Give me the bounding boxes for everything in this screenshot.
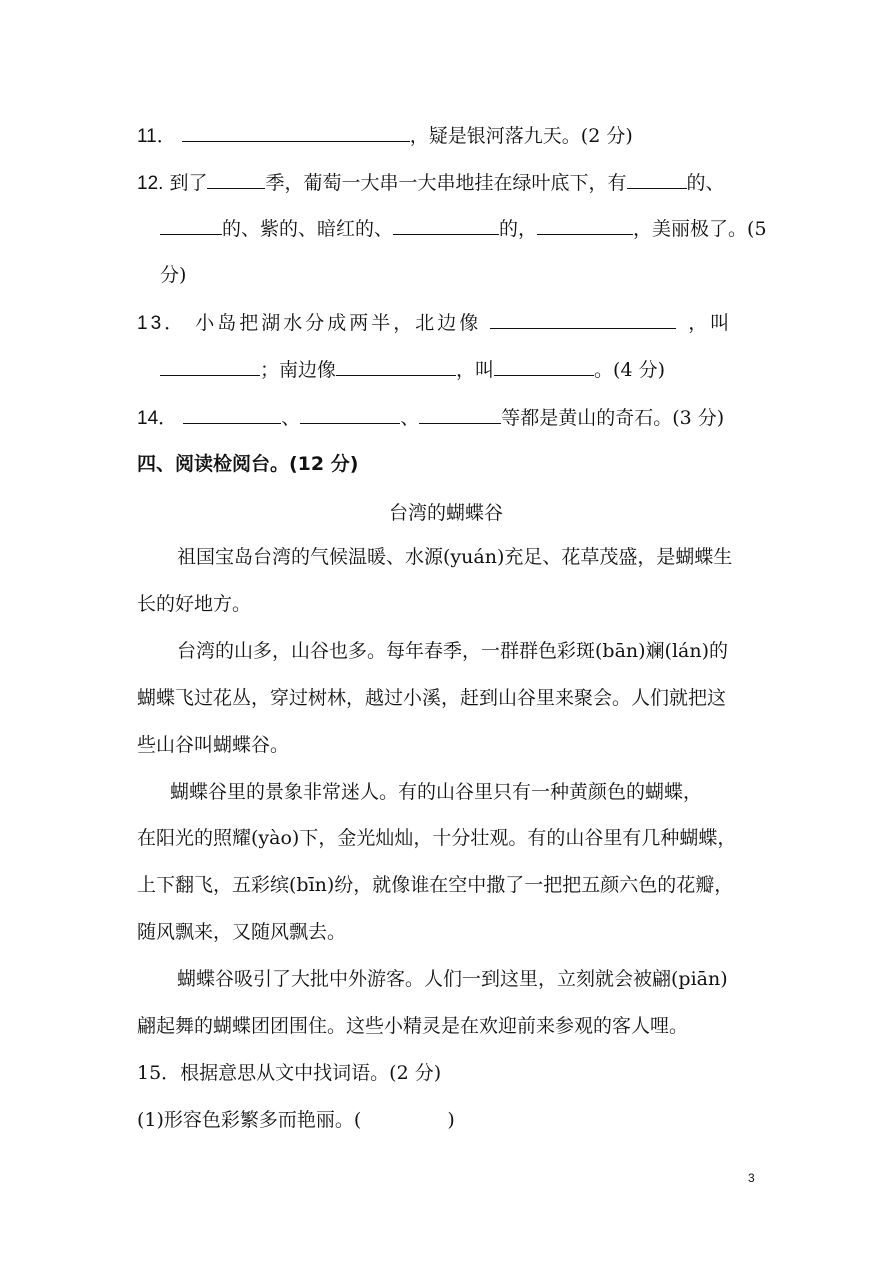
q14-blank-2[interactable] xyxy=(300,405,400,424)
q13-blank-2[interactable] xyxy=(160,357,260,376)
q13-number: 13． xyxy=(137,313,187,334)
q11-blank[interactable] xyxy=(182,123,410,142)
q12-text-f: ，美丽极了。(5 xyxy=(633,218,767,240)
q13-text-a: 小岛把湖水分成两半，北边像 xyxy=(195,312,482,334)
passage-line: 台湾的山多，山谷也多。每年春季，一群群色彩斑(bān)斓(lán)的 xyxy=(177,640,729,662)
q11-text: ，疑是银河落九天。(2 分) xyxy=(409,125,633,147)
q12-text-e: 的， xyxy=(499,218,538,240)
q13-text-e: 。(4 分) xyxy=(594,359,665,381)
page-number: 3 xyxy=(748,1171,755,1185)
passage-title: 台湾的蝴蝶谷 xyxy=(388,502,503,524)
question-12-line1 xyxy=(137,170,725,196)
q12-text-g: 分) xyxy=(160,264,187,286)
passage-line: 些山谷叫蝴蝶谷。 xyxy=(137,734,290,756)
q12-blank-5[interactable] xyxy=(537,216,633,235)
q11-number: 11． xyxy=(137,126,176,147)
question-15-sub1 xyxy=(137,1108,455,1132)
q12-number: 12. xyxy=(137,173,164,194)
q14-blank-3[interactable] xyxy=(419,405,501,424)
question-13-line1 xyxy=(137,310,732,336)
q15-sub1-text: (1)形容色彩繁多而艳丽。( xyxy=(137,1109,362,1131)
passage-line: 长的好地方。 xyxy=(137,593,252,615)
q12-blank-3[interactable] xyxy=(160,216,222,235)
section-4-heading: 四、阅读检阅台。(12 分) xyxy=(137,453,359,475)
passage-line: 蝴蝶谷吸引了大批中外游客。人们一到这里，立刻就会被翩(piān) xyxy=(177,968,728,990)
question-13-line2 xyxy=(160,357,665,382)
passage-line: 翩起舞的蝴蝶团团围住。这些小精灵是在欢迎前来参观的客人哩。 xyxy=(137,1015,689,1037)
q12-text-a: 到了 xyxy=(169,172,208,194)
q12-blank-4[interactable] xyxy=(393,216,499,235)
passage-line: 随风飘来，又随风飘去。 xyxy=(137,921,347,943)
question-15: 15．根据意思从文中找词语。(2 分) xyxy=(137,1062,442,1084)
question-12-line3 xyxy=(160,263,186,287)
passage-line: 蝴蝶飞过花丛，穿过树林，越过小溪，赶到山谷里来聚会。人们就把这 xyxy=(137,687,727,709)
question-11 xyxy=(137,123,633,149)
q12-blank-1[interactable] xyxy=(207,170,265,189)
q12-text-b: 季，葡萄一大串一大串地挂在绿叶底下，有 xyxy=(265,172,627,194)
q13-text-b: ，叫 xyxy=(688,312,733,334)
q13-blank-1[interactable] xyxy=(490,310,676,329)
q15-sub1-answer[interactable] xyxy=(361,1108,447,1126)
q12-blank-2[interactable] xyxy=(627,170,687,189)
q14-text-b: 、 xyxy=(400,407,420,429)
q12-text-d: 的、紫的、暗红的、 xyxy=(222,218,394,240)
q12-text-c: 的、 xyxy=(686,172,725,194)
question-12-line2 xyxy=(160,216,767,241)
q14-number: 14． xyxy=(137,408,178,429)
q13-blank-3[interactable] xyxy=(336,357,456,376)
passage-line: 上下翻飞，五彩缤(bīn)纷，就像谁在空中撒了一把把五颜六色的花瓣， xyxy=(137,874,734,896)
passage-line: 祖国宝岛台湾的气候温暖、水源(yuán)充足、花草茂盛，是蝴蝶生 xyxy=(177,546,733,568)
passage-line: 在阳光的照耀(yào)下，金光灿灿，十分壮观。有的山谷里有几种蝴蝶， xyxy=(137,827,737,849)
passage-line: 蝴蝶谷里的景象非常迷人。有的山谷里只有一种黄颜色的蝴蝶， xyxy=(170,781,703,803)
q15-sub1-close: ) xyxy=(447,1109,455,1131)
q14-text-a: 、 xyxy=(281,407,301,429)
q14-text-c: 等都是黄山的奇石。(3 分) xyxy=(501,407,725,429)
q14-blank-1[interactable] xyxy=(183,405,281,424)
question-14 xyxy=(137,405,724,431)
q13-blank-4[interactable] xyxy=(494,357,594,376)
q13-text-d: ，叫 xyxy=(456,359,495,381)
q13-text-c: ；南边像 xyxy=(260,359,337,381)
